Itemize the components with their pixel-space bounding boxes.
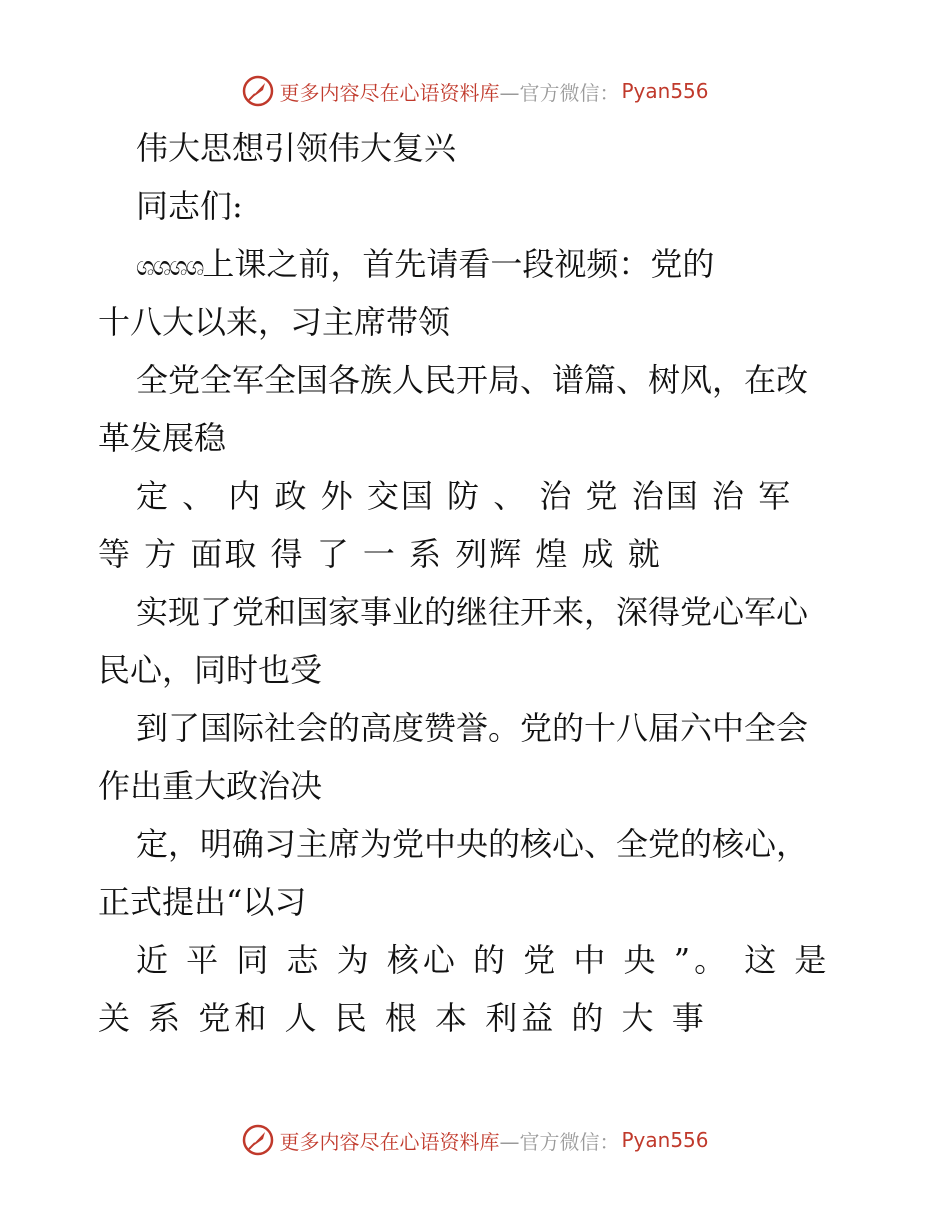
- banner-wechat-id: Pyan556: [621, 1128, 709, 1152]
- paragraph-line: 民心，同时也受: [98, 651, 323, 689]
- paragraph-line: 革发展稳: [98, 419, 227, 457]
- paragraph-line: 到了国际社会的高度赞誉。党的十八届六中全会: [136, 709, 809, 747]
- quill-logo-icon: [241, 74, 275, 108]
- banner-dash: —官方微信：: [499, 80, 620, 105]
- paragraph-line: 定，明确习主席为党中央的核心、全党的核心，: [136, 825, 809, 863]
- header-banner: [0, 71, 950, 111]
- paragraph-line: 定 、 内 政 外 交国 防 、 治 党 治国 治 军: [136, 477, 793, 515]
- greeting: 同志们:: [136, 187, 243, 225]
- paragraph-line: 关 系 党和 人 民 根 本 利益 的 大 事: [98, 999, 708, 1037]
- paragraph-line: 等 方 面取 得 了 一 系 列辉 煌 成 就: [98, 535, 662, 573]
- paragraph-line: 作出重大政治决: [98, 767, 323, 805]
- banner-text: 更多内容尽在心语资料库: [279, 1129, 500, 1154]
- footer-banner: [0, 1120, 950, 1160]
- paragraph-line: 近 平 同 志 为 核心 的 党 中 央 ”。 这 是: [136, 941, 831, 979]
- paragraph-line: [136, 240, 714, 288]
- banner-wechat-id: Pyan556: [621, 79, 709, 103]
- paragraph-line: 全党全军全国各族人民开局、谱篇、树风，在改: [136, 361, 809, 399]
- quill-logo-icon: [241, 1123, 275, 1157]
- paragraph-text: 上课之前，首先请看一段视频：党的: [202, 245, 715, 283]
- paragraph-line: 实现了党和国家事业的继往开来，深得党心军心: [136, 593, 809, 631]
- paragraph-line: 正式提出“以习: [98, 883, 307, 921]
- banner-text: 更多内容尽在心语资料库: [279, 80, 500, 105]
- ornament-glyphs: ශශශශ: [136, 252, 203, 282]
- paragraph-line: 十八大以来，习主席带领: [98, 303, 451, 341]
- document-title: 伟大思想引领伟大复兴: [136, 129, 457, 167]
- banner-dash: —官方微信：: [499, 1129, 620, 1154]
